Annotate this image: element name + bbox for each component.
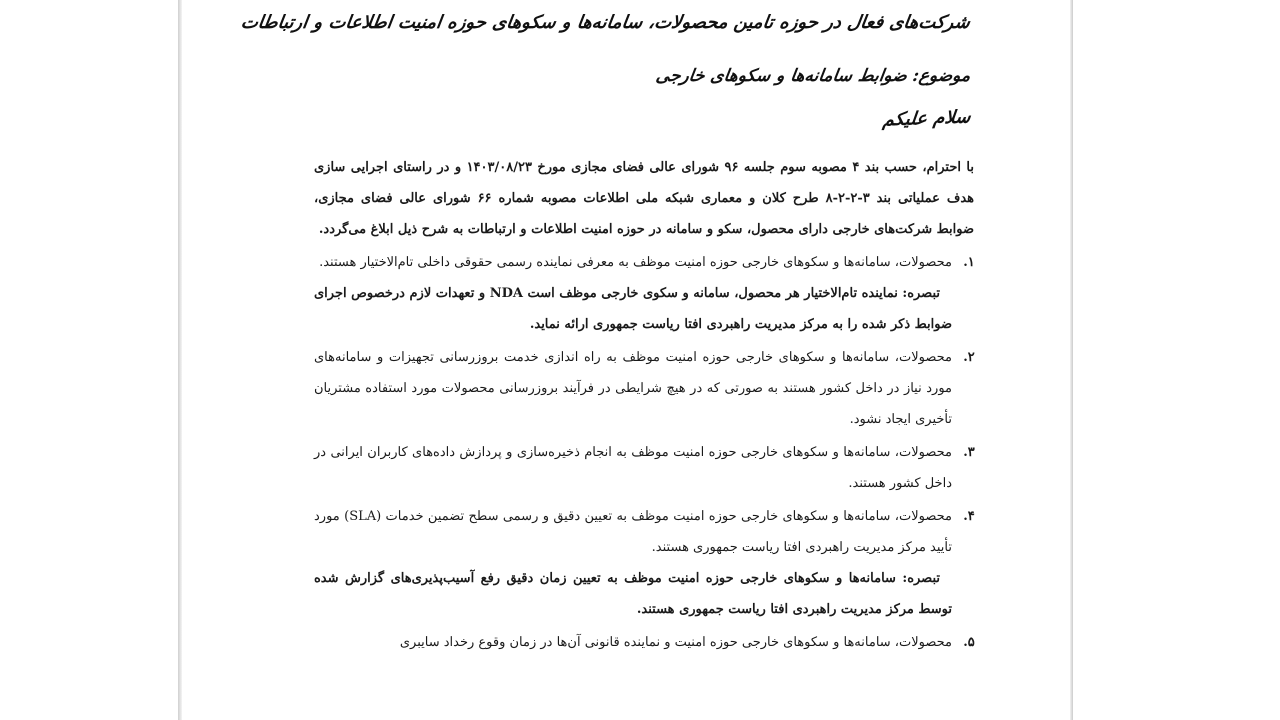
list-item: [314, 501, 974, 563]
list-item: [314, 247, 974, 278]
list-item: [314, 437, 974, 499]
intro-paragraph: با احترام، حسب بند ۴ مصوبه سوم جلسه ۹۶ شورای عالی فضای مجازی مورخ ۱۴۰۳/۰۸/۲۳ و در راستای اجرایی سازی هدف عملیاتی بند ۳-۲-۲-۸ طرح کلان و معماری شبکه ملی اطلاعات مصوبه شماره ۶۶ شورای عالی فضای مجازی، ضوابط شرکت‌های خارجی دارای محصول، سکو و سامانه در حوزه امنیت اطلاعات و ارتباطات به شرح ذیل ابلاغ می‌گردد.: [314, 160, 975, 237]
item-text: محصولات، سامانه‌ها و سکوهای خارجی حوزه امنیت موظف به راه اندازی خدمت بروزرسانی تجهیزات و سامانه‌های مورد نیاز در داخل کشور هستند به صورتی که در هیچ شرایطی در فرآیند بروزرسانی محصولات مورد استفاده مشتریان تأخیری ایجاد نشود.: [314, 350, 952, 427]
greeting: سلام علیکم: [881, 106, 972, 131]
letter-body: [314, 152, 974, 658]
item-text: محصولات، سامانه‌ها و سکوهای خارجی حوزه امنیت موظف به معرفی نماینده رسمی حقوقی داخلی تام‌الاختیار هستند.: [319, 255, 952, 270]
item-text: محصولات، سامانه‌ها و سکوهای خارجی حوزه امنیت موظف به تعیین دقیق و رسمی سطح تضمین خدمات (SLA) مورد تأیید مرکز مدیریت راهبردی افتا ریاست جمهوری هستند.: [314, 509, 953, 555]
subject-line: موضوع: ضوابط سامانه‌ها و سکوهای خارجی: [654, 66, 972, 86]
document-page: [182, 0, 1070, 720]
item-number: ۱.: [963, 255, 975, 270]
list-item: [314, 627, 974, 658]
item-number: ۵.: [963, 635, 975, 650]
recipient-line: شرکت‌های فعال در حوزه تامین محصولات، سامانه‌ها و سکوهای حوزه امنیت اطلاعات و ارتباطات: [239, 12, 972, 33]
item-number: ۴.: [963, 509, 975, 524]
page-right-edge: [1070, 0, 1073, 720]
item-note: تبصره: نماینده تام‌الاختیار هر محصول، سامانه و سکوی خارجی موظف است NDA و تعهدات لازم درخصوص اجرای ضوابط ذکر شده را به مرکز مدیریت راهبردی افتا ریاست جمهوری ارائه نماید.: [314, 286, 952, 332]
item-number: ۲.: [963, 350, 975, 365]
item-text: محصولات، سامانه‌ها و سکوهای خارجی حوزه امنیت و نماینده قانونی آن‌ها در زمان وقوع رخداد سایبری: [399, 635, 952, 650]
item-text: محصولات، سامانه‌ها و سکوهای خارجی حوزه امنیت موظف به انجام ذخیره‌سازی و پردازش داده‌های کاربران ایرانی در داخل کشور هستند.: [314, 445, 952, 491]
item-number: ۳.: [963, 445, 975, 460]
list-item: [314, 342, 974, 435]
item-note: تبصره: سامانه‌ها و سکوهای خارجی حوزه امنیت موظف به تعیین زمان دقیق رفع آسیب‌پذیری‌های گزارش شده توسط مرکز مدیریت راهبردی افتا ریاست جمهوری هستند.: [314, 571, 952, 617]
